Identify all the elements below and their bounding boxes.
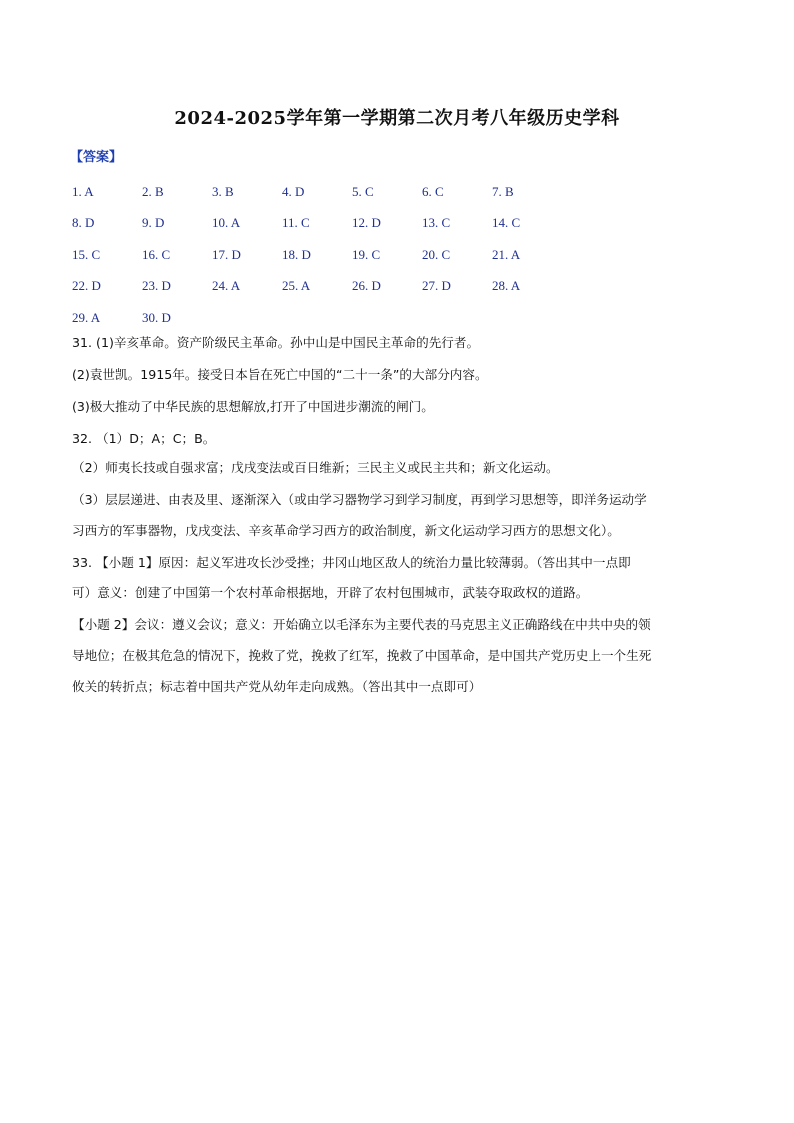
mc-row — [72, 176, 572, 208]
mc-answer: 16. C — [142, 246, 171, 262]
answer-section-label: 【答案】 — [70, 150, 123, 165]
mc-answer: 30. D — [142, 309, 171, 325]
mc-answer: 11. C — [282, 215, 310, 231]
answer-31-part-1: 31. (1)辛亥革命。资产阶级民主革命。孙中山是中国民主革命的先行者。 — [72, 335, 480, 350]
answer-33-q1-line-1: 33. 【小题 1】原因：起义军进攻长沙受挫；井冈山地区敌人的统治力量比较薄弱。（答出其中一点即 — [72, 555, 631, 570]
answer-32-part-3-line-1: （3）层层递进、由表及里、逐渐深入（或由学习器物学习到学习制度，再到学习思想等，即洋务运动学 — [72, 492, 647, 507]
mc-answer: 26. D — [352, 278, 381, 294]
multiple-choice-answers — [72, 176, 572, 334]
mc-answer: 23. D — [142, 278, 171, 294]
mc-answer: 6. C — [422, 183, 444, 199]
mc-row — [72, 208, 572, 240]
answer-32-part-3-line-2: 习西方的军事器物，戊戌变法、辛亥革命学习西方的政治制度，新文化运动学习西方的思想文化）。 — [72, 523, 620, 538]
mc-answer: 21. A — [492, 246, 521, 262]
answer-33-q2-line-2: 导地位；在极其危急的情况下，挽救了党，挽救了红军，挽救了中国革命，是中国共产党历史上一个生死 — [72, 648, 652, 663]
mc-answer: 19. C — [352, 246, 381, 262]
mc-answer: 29. A — [72, 309, 101, 325]
mc-answer: 5. C — [352, 183, 374, 199]
answer-32-part-1: 32. （1）D；A；C；B。 — [72, 431, 216, 446]
mc-answer: 15. C — [72, 246, 101, 262]
answer-32-part-2: （2）师夷长技或自强求富；戊戌变法或百日维新；三民主义或民主共和；新文化运动。 — [72, 460, 559, 475]
mc-answer: 24. A — [212, 278, 241, 294]
answer-31-part-2: (2)袁世凯。1915年。接受日本旨在死亡中国的“二十一条”的大部分内容。 — [72, 367, 488, 382]
mc-row — [72, 302, 572, 334]
mc-answer: 18. D — [282, 246, 311, 262]
mc-row — [72, 271, 572, 303]
mc-answer: 2. B — [142, 183, 164, 199]
mc-answer: 27. D — [422, 278, 451, 294]
mc-answer: 12. D — [352, 215, 381, 231]
mc-answer: 1. A — [72, 183, 94, 199]
answer-31-part-3: (3)极大推动了中华民族的思想解放,打开了中国进步潮流的闸门。 — [72, 399, 434, 414]
mc-answer: 14. C — [492, 215, 521, 231]
answer-33-q2-line-1: 【小题 2】会议：遵义会议；意义：开始确立以毛泽东为主要代表的马克思主义正确路线在中共中央的领 — [72, 617, 651, 632]
mc-answer: 17. D — [212, 246, 241, 262]
mc-answer: 13. C — [422, 215, 451, 231]
mc-answer: 3. B — [212, 183, 234, 199]
mc-answer: 22. D — [72, 278, 101, 294]
mc-row — [72, 239, 572, 271]
mc-answer: 7. B — [492, 183, 514, 199]
mc-answer: 10. A — [212, 215, 241, 231]
answer-33-q1-line-2: 可）意义：创建了中国第一个农村革命根据地，开辟了农村包围城市，武装夺取政权的道路。 — [72, 585, 589, 600]
mc-answer: 25. A — [282, 278, 311, 294]
mc-answer: 8. D — [72, 215, 95, 231]
mc-answer: 28. A — [492, 278, 521, 294]
page-title: 2024-2025学年第一学期第二次月考八年级历史学科 — [174, 108, 620, 129]
mc-answer: 20. C — [422, 246, 451, 262]
mc-answer: 9. D — [142, 215, 165, 231]
answer-33-q2-line-3: 攸关的转折点；标志着中国共产党从幼年走向成熟。（答出其中一点即可） — [72, 679, 482, 694]
mc-answer: 4. D — [282, 183, 305, 199]
